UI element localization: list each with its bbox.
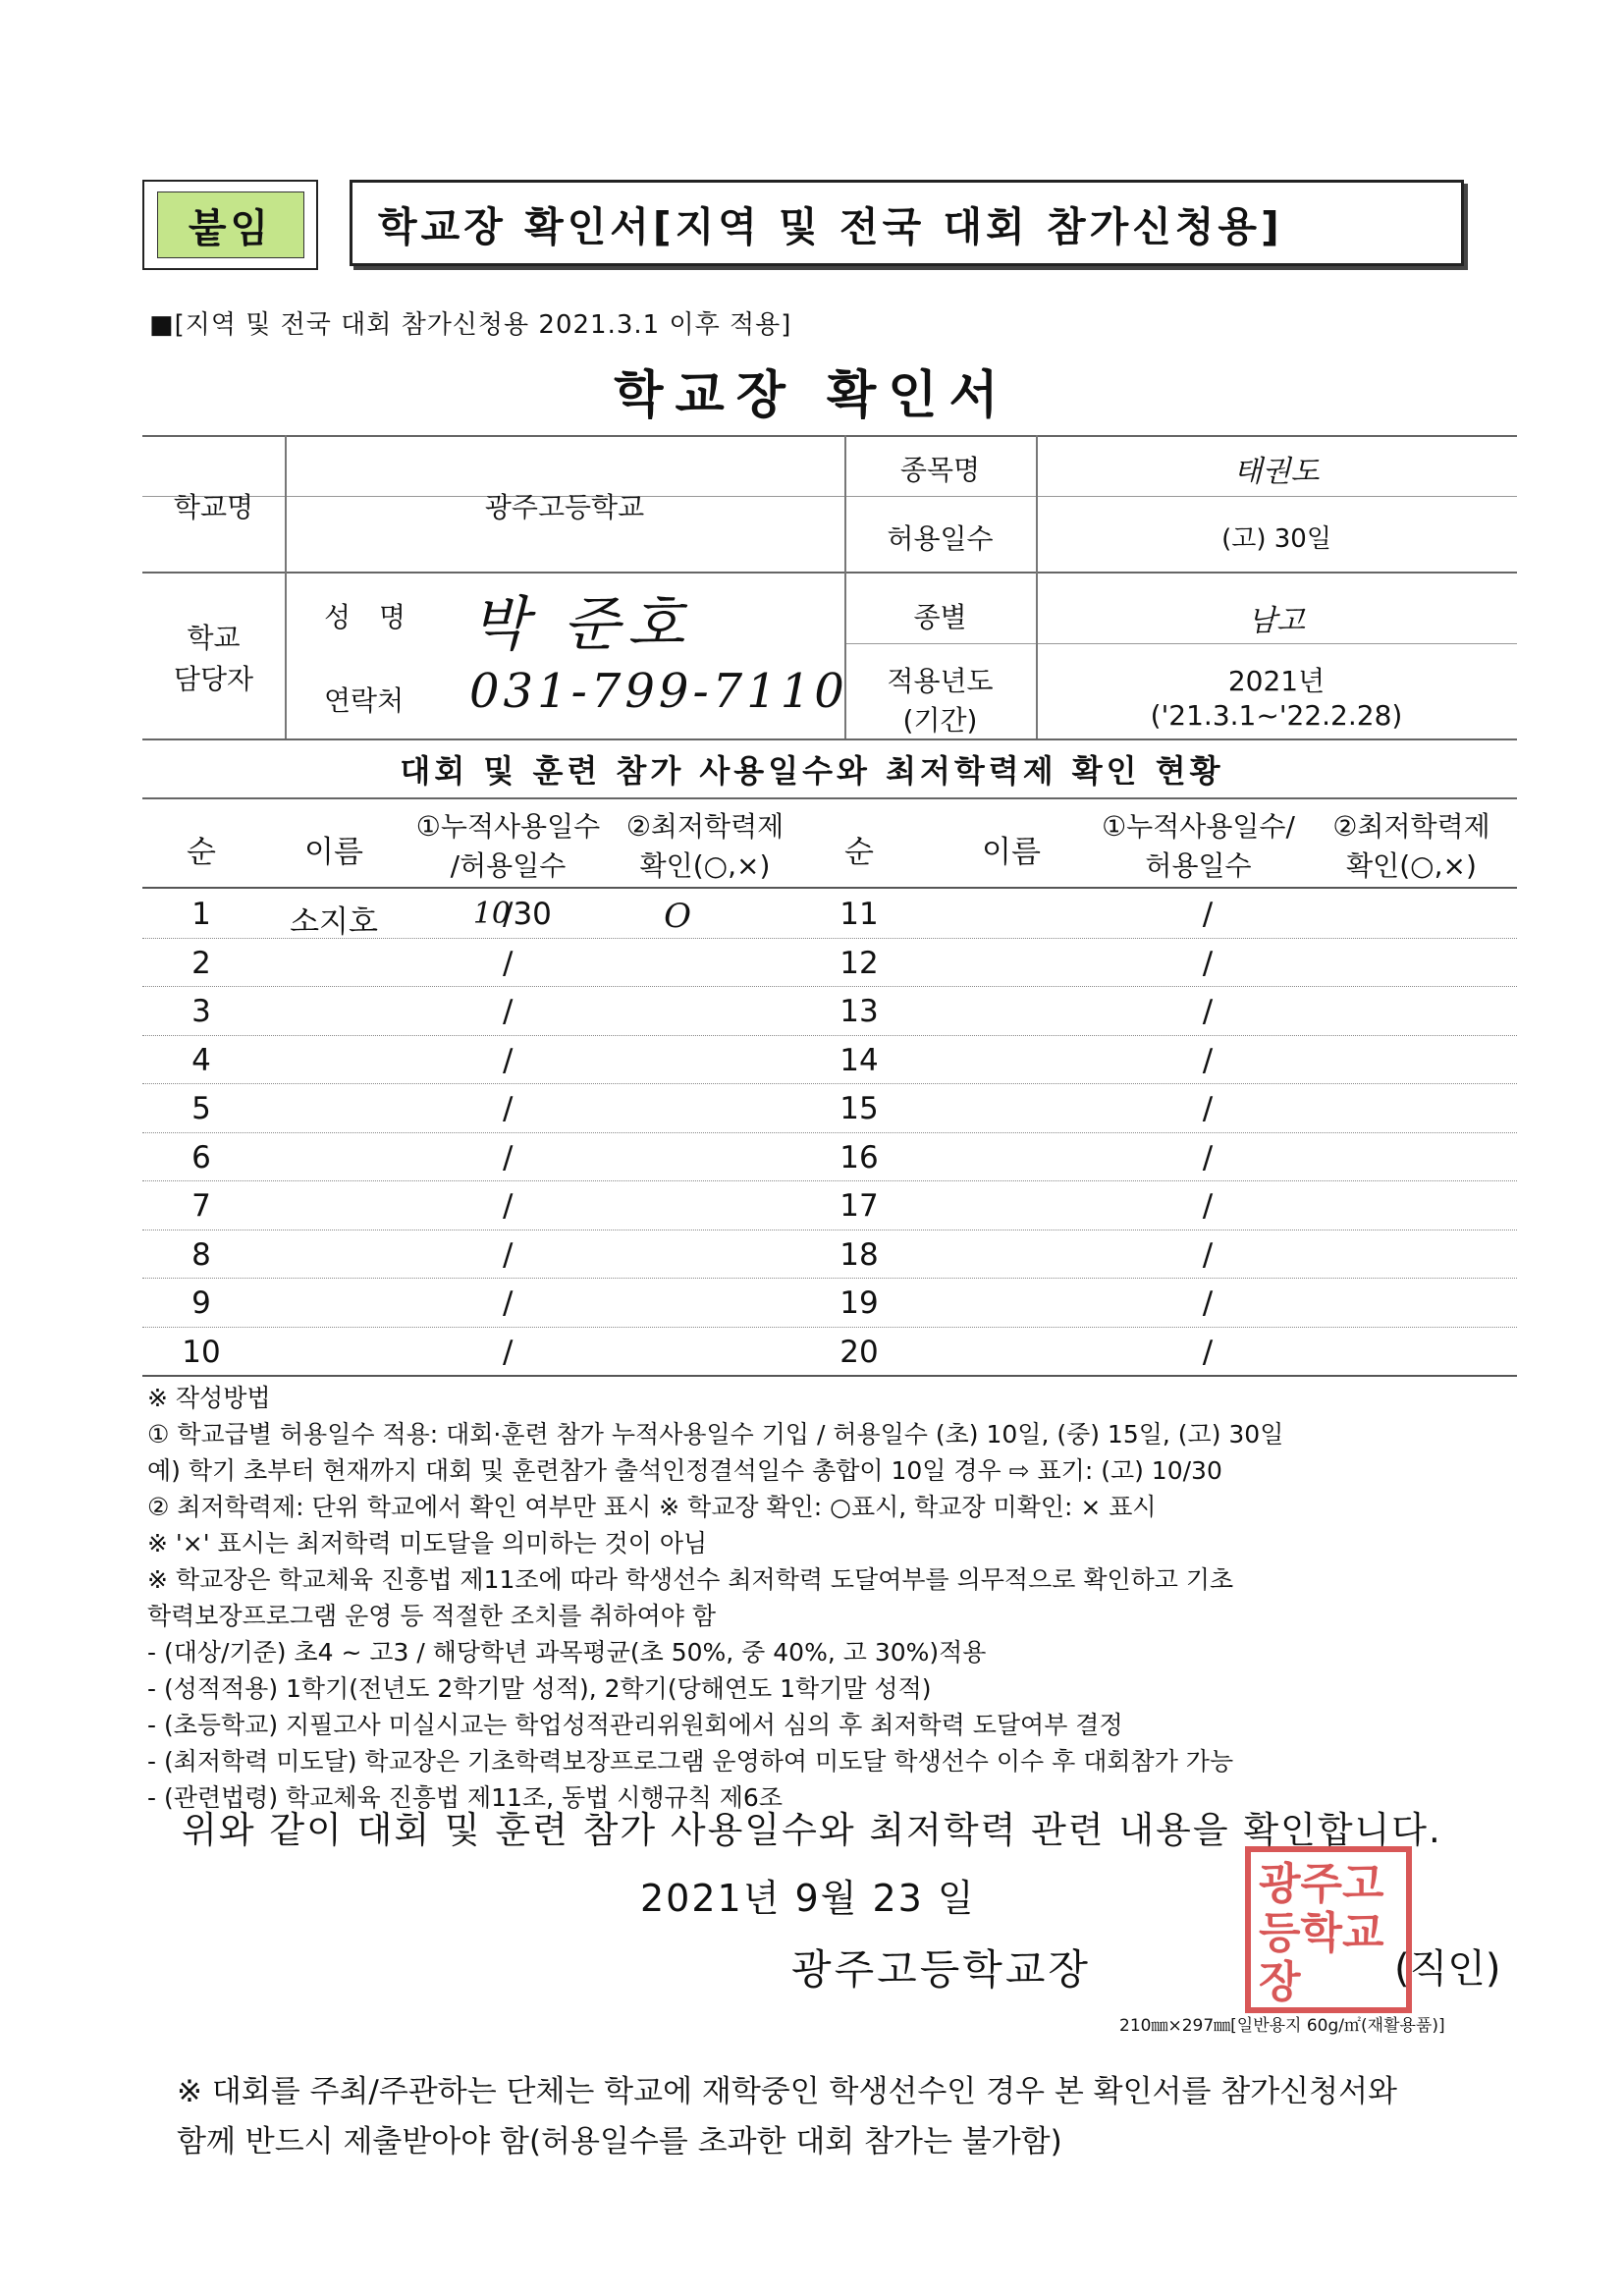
row-allowed-days: / [503,1139,514,1175]
divider [285,435,287,738]
row-allowed-days: / [503,1334,514,1370]
row-number: 1 [191,897,211,932]
row-allowed-days: / [503,1042,514,1078]
row-number-right: 14 [839,1042,879,1078]
row-used-days: 10 [472,897,511,931]
row-divider [142,1278,1517,1279]
row-number: 10 [182,1334,221,1370]
instruction-line: - (대상/기준) 초4 ~ 고3 / 해당학년 과목평균(초 50%, 중 40%, 고 30%)적용 [147,1638,987,1667]
instructions-heading: ※ 작성방법 [147,1384,271,1412]
divider [844,643,1517,644]
name-value-handwritten: 박 준호 [471,590,692,659]
row-days-right: / [1202,1285,1214,1321]
divider [142,797,1517,799]
instruction-line: ② 최저학력제: 단위 학교에서 확인 여부만 표시 ※ 학교장 확인: ○표시, 학교장 미확인: × 표시 [147,1493,1157,1521]
footnote [177,2067,1397,2167]
row-name: 소지호 [290,904,378,940]
row-number-right: 18 [839,1236,879,1273]
contact-label: 연락처 [324,684,405,717]
instruction-line: 학력보장프로그램 운영 등 적절한 조치를 취하여야 함 [147,1602,716,1630]
row-divider [142,1083,1517,1084]
row-divider [142,938,1517,939]
col-header-name-right: 이름 [982,835,1041,870]
row-days-right: / [1202,1236,1214,1273]
row-allowed-days: /30 [503,897,552,932]
row-days-right: / [1202,1139,1214,1175]
seal-label: (직인) [1394,1946,1501,1992]
row-number-right: 15 [839,1091,879,1126]
type-value: 남고 [1248,604,1305,638]
row-days-right: / [1202,945,1214,981]
instruction-line: ① 학교급별 허용일수 적용: 대회·훈련 참가 누적사용일수 기입 / 허용일수 (초) 10일, (중) 15일, (고) 30일 [147,1420,1284,1449]
row-allowed-days: / [503,1285,514,1321]
row-days-right: / [1202,1188,1214,1224]
page-title: 학교장 확인서 [614,366,1010,425]
row-number: 2 [191,945,211,981]
school-name-value: 광주고등학교 [484,491,645,523]
col-header-no-right: 순 [844,835,874,870]
row-number-right: 13 [839,994,879,1029]
allowed-days-value: (고) 30일 [1221,524,1331,554]
footnote-line: 함께 반드시 제출받아야 함(허용일수를 초과한 대회 참가는 불가함) [177,2124,1062,2159]
col-header-check: ②최저학력제 [625,810,785,843]
apply-note: ■[지역 및 전국 대회 참가신청용 2021.3.1 이후 적용] [149,310,792,340]
col-header-days-right: 허용일수 [1145,849,1252,882]
attachment-tag-label: 붙임 [157,191,304,258]
year-label: 적용년도 [887,665,994,697]
row-divider [142,1035,1517,1036]
row-divider [142,986,1517,987]
instructions [147,1380,1522,1816]
name-label: 성 명 [324,601,415,633]
col-header-days-right: ①누적사용일수/ [1102,810,1295,843]
row-days-right: / [1202,1091,1214,1126]
row-days-right: / [1202,1042,1214,1078]
document-header-title: 학교장 확인서[지역 및 전국 대회 참가신청용] [350,180,1464,266]
row-number: 5 [191,1091,211,1126]
year-period-value: ('21.3.1~'22.2.28) [1150,699,1403,732]
year-value: 2021년 [1227,665,1326,697]
row-days-right: / [1202,1334,1214,1370]
row-number-right: 16 [839,1139,879,1175]
signature-date: 2021년 9월 23 일 [640,1877,976,1920]
instruction-line: ※ 학교장은 학교체육 진흥법 제11조에 따라 학생선수 최저학력 도달여부를 의무적으로 확인하고 기초 [147,1565,1234,1594]
table-title: 대회 및 훈련 참가 사용일수와 최저학력제 확인 현황 [400,752,1224,790]
instruction-line: 예) 학기 초부터 현재까지 대회 및 훈련참가 출석인정결석일수 총합이 10일 경우 ⇨ 표기: (고) 10/30 [147,1456,1222,1485]
row-divider [142,1132,1517,1133]
divider [142,738,1517,740]
col-header-name: 이름 [304,835,363,870]
row-number: 8 [191,1236,211,1273]
row-days-right: / [1202,994,1214,1029]
divider [142,1375,1517,1377]
row-allowed-days: / [503,1188,514,1224]
instruction-line: ※ '×' 표시는 최저학력 미도달을 의미하는 것이 아님 [147,1529,708,1558]
row-number-right: 12 [839,945,879,981]
type-label: 종별 [913,601,967,633]
year-period-label: (기간) [902,704,978,737]
row-number: 6 [191,1139,211,1175]
instruction-line: - (관련법령) 학교체육 진흥법 제11조, 동법 시행규칙 제6조 [147,1783,783,1812]
row-days-right: / [1202,897,1214,932]
school-name-label: 학교명 [173,491,254,523]
footnote-line: ※ 대회를 주최/주관하는 단체는 학교에 재학중인 학생선수인 경우 본 확인서를 참가신청서와 [177,2074,1397,2109]
divider [142,572,1517,574]
row-allowed-days: / [503,945,514,981]
sport-label: 종목명 [899,454,981,486]
row-number-right: 11 [839,897,879,932]
row-divider [142,1180,1517,1181]
confirmation-statement: 위와 같이 대회 및 훈련 참가 사용일수와 최저학력 관련 내용을 확인합니다. [182,1809,1442,1851]
row-divider [142,1327,1517,1328]
allowed-days-label: 허용일수 [887,522,994,555]
row-number-right: 17 [839,1188,879,1224]
row-check: O [664,897,691,936]
divider [142,435,1517,437]
contact-value-handwritten: 031-799-7110 [469,664,848,719]
row-number: 4 [191,1042,211,1078]
row-number: 3 [191,994,211,1029]
row-number-right: 19 [839,1285,879,1321]
col-header-check: 확인(○,×) [639,849,771,882]
col-header-no: 순 [187,835,216,870]
paper-spec: 210㎜×297㎜[일반용지 60g/㎡(재활용품)] [1119,2016,1445,2036]
instruction-line: - (최저학력 미도달) 학교장은 기초학력보장프로그램 운영하여 미도달 학생선수 이수 후 대회참가 가능 [147,1747,1234,1776]
instruction-line: - (초등학교) 지필고사 미실시교는 학업성적관리위원회에서 심의 후 최저학력 도달여부 결정 [147,1711,1123,1739]
col-header-days: ①누적사용일수 [415,810,601,843]
col-header-check-right: 확인(○,×) [1346,849,1477,882]
divider [142,887,1517,889]
manager-label: 담당자 [173,663,254,695]
row-number: 7 [191,1188,211,1224]
attachment-tag [142,180,318,270]
row-number: 9 [191,1285,211,1321]
principal-name: 광주고등학교장 [791,1945,1092,1994]
col-header-days: /허용일수 [450,849,567,882]
official-seal-stamp: 광주고등학교장 [1245,1846,1412,2013]
sport-value: 태권도 [1233,455,1320,489]
manager-label: 학교 [187,622,241,654]
row-allowed-days: / [503,1091,514,1126]
row-allowed-days: / [503,994,514,1029]
col-header-check-right: ②최저학력제 [1332,810,1490,843]
row-number-right: 20 [839,1334,879,1370]
row-allowed-days: / [503,1236,514,1273]
instruction-line: - (성적적용) 1학기(전년도 2학기말 성적), 2학기(당해연도 1학기말 성적) [147,1674,932,1703]
